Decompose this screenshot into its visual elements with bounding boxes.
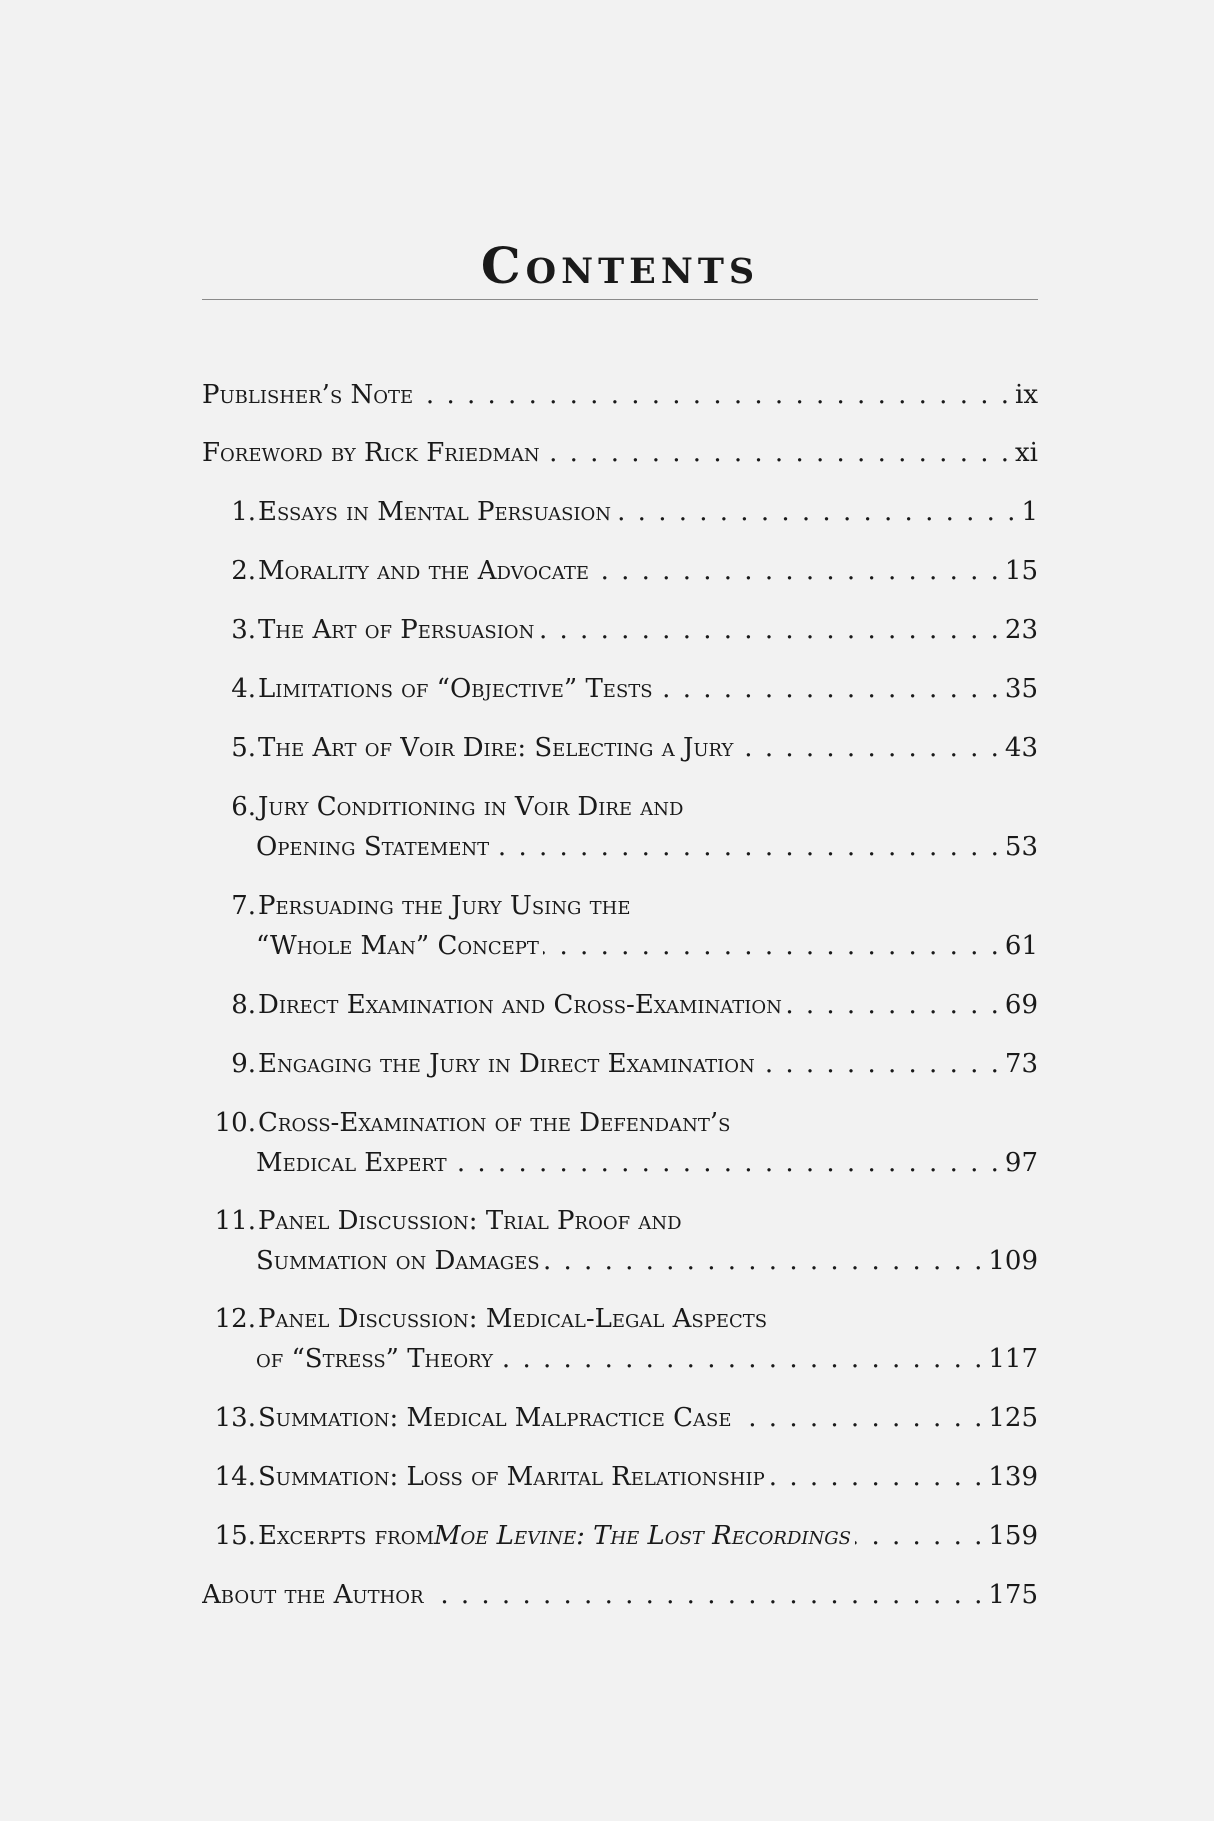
dot-leader [615, 492, 1017, 532]
title-rule [202, 299, 1038, 300]
toc-entry-number: 11. [214, 1206, 256, 1236]
toc-entry-title: Morality and the Advocate [258, 556, 589, 586]
toc-entry-title: Summation on Damages [256, 1246, 540, 1276]
toc-entry-page-number: 69 [1004, 990, 1038, 1020]
toc-entry-line [202, 610, 1038, 650]
toc-entry-page-number: 97 [1004, 1148, 1038, 1178]
toc-entry-title: Summation: Loss of Marital Relationship [258, 1462, 765, 1492]
toc-entry-title: Essays in Mental Persuasion [258, 497, 612, 527]
dot-leader [538, 610, 1001, 650]
toc-entry [202, 787, 1038, 867]
toc-entry [202, 375, 1038, 415]
toc-entry-number: 8. [231, 990, 256, 1020]
toc-entry-line [202, 1103, 1038, 1143]
toc-entry-line [202, 886, 1038, 926]
toc-entry [202, 886, 1038, 966]
toc-entry-page-number: 139 [988, 1462, 1038, 1492]
toc-entry [202, 1457, 1038, 1497]
dot-leader [769, 1457, 985, 1497]
toc-entry-number: 6. [231, 792, 256, 822]
toc-entry-number: 4. [231, 674, 256, 704]
toc-entry-title: of “Stress” Theory [256, 1344, 494, 1374]
toc-entry-number: 15. [214, 1521, 256, 1551]
toc-entry-line [202, 433, 1038, 473]
dot-leader [451, 1143, 1001, 1183]
toc-entry [202, 551, 1038, 591]
toc-entry-page-number: 125 [988, 1403, 1038, 1433]
toc-entry-page-number: 73 [1004, 1049, 1038, 1079]
toc-entry-line [202, 1457, 1038, 1497]
dot-leader [855, 1516, 984, 1556]
toc-entry-italic-title: Moe Levine: The Lost Recordings [433, 1521, 851, 1551]
toc-entry-line [202, 985, 1038, 1025]
dot-leader [786, 985, 1001, 1025]
toc-entry-number: 14. [214, 1462, 256, 1492]
toc-entry-line [202, 375, 1038, 415]
toc-entry-title: Persuading the Jury Using the [258, 891, 631, 921]
toc-entry-number: 2. [231, 556, 256, 586]
toc-entry-title: Opening Statement [256, 832, 490, 862]
toc-entry-page-number: 35 [1004, 674, 1038, 704]
toc-entry-line [202, 1044, 1038, 1084]
toc-entry-line [202, 1241, 1038, 1281]
dot-leader [428, 1575, 985, 1615]
toc-entry-line [202, 926, 1038, 966]
toc-entry-number: 1. [231, 497, 256, 527]
toc-entry-page-number: 15 [1004, 556, 1038, 586]
toc-entry-line [202, 551, 1038, 591]
toc-entry-line [202, 1516, 1038, 1556]
toc-entry-line [202, 1575, 1038, 1615]
toc-entry-page-number: 1 [1021, 497, 1038, 527]
toc-entry-number: 5. [231, 733, 256, 763]
toc-entry-line [202, 1339, 1038, 1379]
toc-entry-line [202, 787, 1038, 827]
toc-entry-page-number: 43 [1004, 733, 1038, 763]
toc-entry [202, 728, 1038, 768]
toc-entry [202, 669, 1038, 709]
toc-entry-title: Engaging the Jury in Direct Examination [258, 1049, 755, 1079]
dot-leader [735, 1398, 984, 1438]
toc-entry-title: Jury Conditioning in Voir Dire and [258, 792, 684, 822]
toc-entry-line [202, 1398, 1038, 1438]
page-title: Contents [480, 236, 760, 295]
toc-entry-title: Direct Examination and Cross-Examination [258, 990, 782, 1020]
toc-entry [202, 433, 1038, 473]
dot-leader [497, 1339, 984, 1379]
dot-leader [544, 433, 1011, 473]
toc-entry-number: 7. [231, 891, 256, 921]
page [202, 0, 1038, 1821]
dot-leader [543, 926, 1001, 966]
toc-entry [202, 1103, 1038, 1183]
toc-entry-number: 12. [214, 1304, 256, 1334]
toc-entry-title: Limitations of “Objective” Tests [258, 674, 653, 704]
toc-entry [202, 492, 1038, 532]
toc-entry-page-number: 175 [988, 1580, 1038, 1610]
toc-entry-title: Cross-Examination of the Defendant’s [258, 1108, 731, 1138]
toc-entry-title: Summation: Medical Malpractice Case [258, 1403, 732, 1433]
toc-entry-number: 10. [214, 1108, 256, 1138]
toc-entry-page-number: 23 [1004, 615, 1038, 645]
toc-entry-title: The Art of Voir Dire: Selecting a Jury [258, 733, 734, 763]
toc-entry-page-number: ix [1015, 380, 1038, 410]
toc-entry-page-number: 53 [1004, 832, 1038, 862]
toc-entry-number: 3. [231, 615, 256, 645]
toc-entry-title: Panel Discussion: Medical-Legal Aspects [258, 1304, 768, 1334]
dot-leader [657, 669, 1001, 709]
toc-entry-title: About the Author [202, 1580, 424, 1610]
dot-leader [493, 827, 1001, 867]
toc-entry [202, 1044, 1038, 1084]
toc-entry-number: 9. [231, 1049, 256, 1079]
dot-leader [759, 1044, 1001, 1084]
dot-leader [737, 728, 1000, 768]
toc-entry-line [202, 1299, 1038, 1339]
toc-entry [202, 985, 1038, 1025]
toc-entry [202, 1516, 1038, 1556]
toc-entry [202, 1398, 1038, 1438]
toc-entry [202, 610, 1038, 650]
toc-entry-title: Publisher’s Note [202, 380, 414, 410]
toc-entry-page-number: 159 [988, 1521, 1038, 1551]
toc-entry-title: Excerpts from [258, 1521, 434, 1551]
toc-entry-line [202, 1201, 1038, 1241]
toc-entry-number: 13. [214, 1403, 256, 1433]
toc-entry-page-number: 117 [988, 1344, 1038, 1374]
toc-entry-line [202, 728, 1038, 768]
toc-entry-line [202, 827, 1038, 867]
toc-entry-title: The Art of Persuasion [258, 615, 535, 645]
toc-entry-line [202, 669, 1038, 709]
dot-leader [417, 375, 1011, 415]
toc-entry [202, 1201, 1038, 1281]
toc-entry [202, 1575, 1038, 1615]
toc-entry-line [202, 1143, 1038, 1183]
toc-entry-page-number: 109 [988, 1246, 1038, 1276]
toc-entry-page-number: xi [1015, 438, 1038, 468]
toc-entry-page-number: 61 [1004, 931, 1038, 961]
toc-entry-title: Panel Discussion: Trial Proof and [258, 1206, 682, 1236]
toc-entry [202, 1299, 1038, 1379]
dot-leader [544, 1241, 985, 1281]
toc-entry-title: “Whole Man” Concept [256, 931, 539, 961]
dot-leader [593, 551, 1001, 591]
toc-entry-title: Foreword by Rick Friedman [202, 438, 540, 468]
toc-entry-title: Medical Expert [256, 1148, 447, 1178]
toc-entry-line [202, 492, 1038, 532]
